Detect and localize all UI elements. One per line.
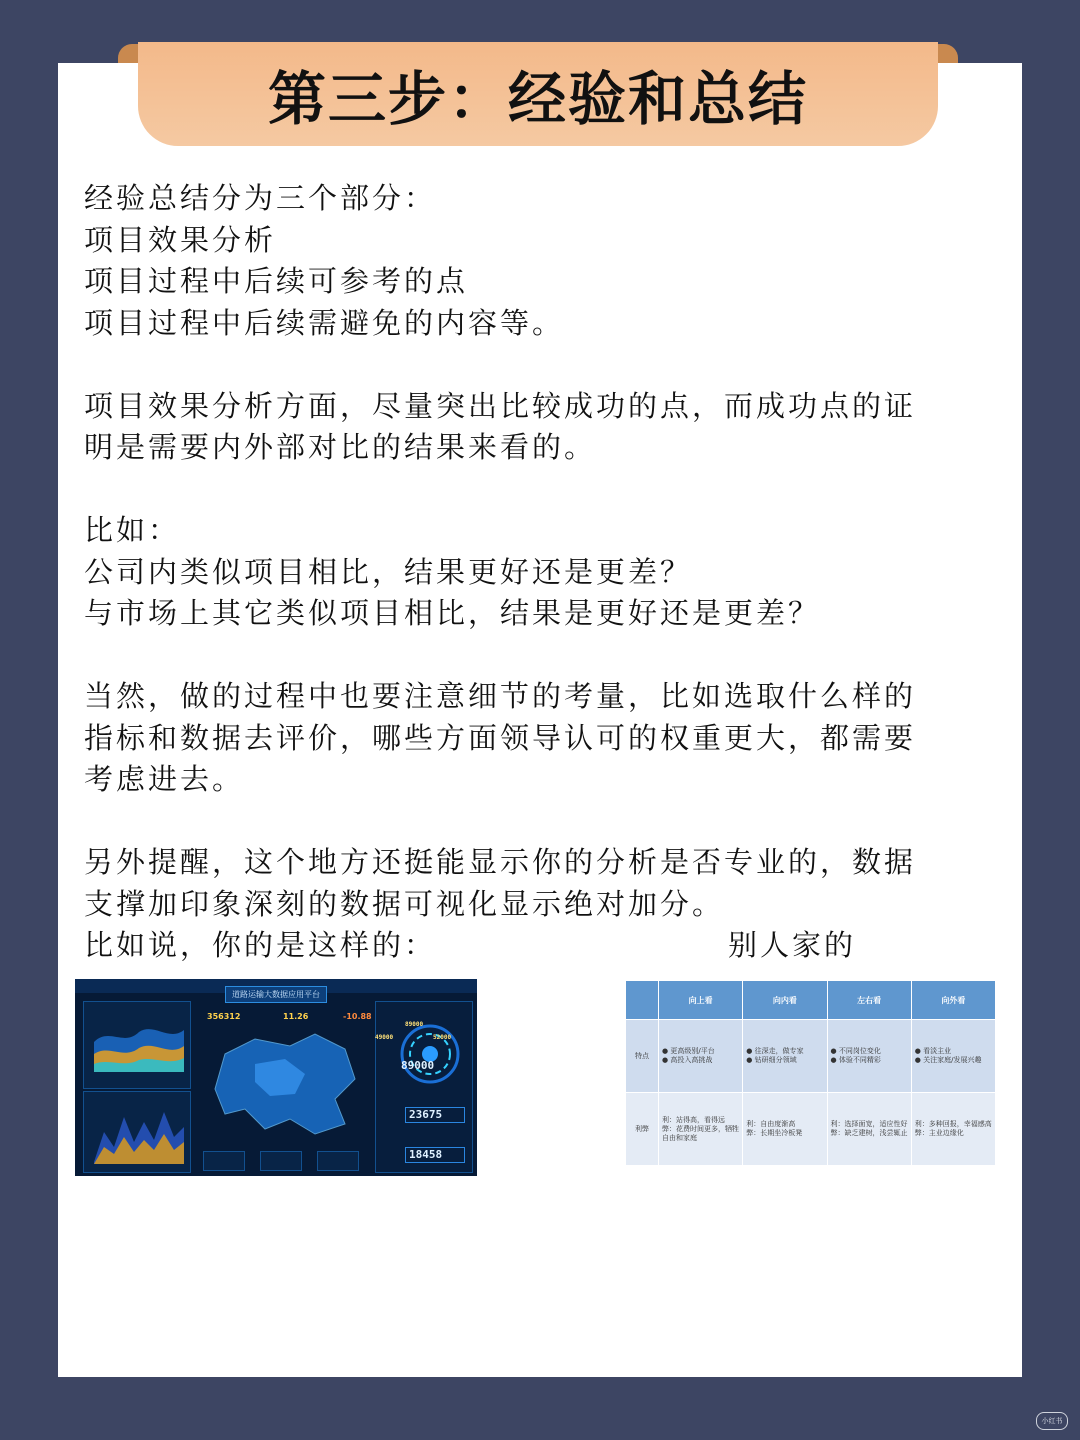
text-line: 当然，做的过程中也要注意细节的考量，比如选取什么样的 [84,679,917,713]
map-graphic [195,1024,375,1144]
table-cell: 利：站得高，看得远 弊：花费时间更多，牺牲自由和家庭 [659,1093,743,1166]
ring-left-value: 49000 [375,1034,394,1041]
stat-3: -10.88 [343,1012,372,1021]
title-banner [138,42,938,146]
counter-1: 23675 [409,1108,443,1121]
text-line: 考虑进去。 [84,762,245,796]
text-line: 公司内类似项目相比，结果更好还是更差？ [84,554,693,589]
text-line: 支撑加印象深刻的数据可视化显示绝对加分。 [84,886,725,921]
dashboard-title: 道路运输大数据应用平台 [225,986,327,1003]
table-header [626,981,659,1020]
text-line: 指标和数据去评价，哪些方面领导认可的权重更大，都需要 [84,720,917,755]
ring-top-value: 89000 [405,1021,424,1028]
table-cell: 利：多种回报，幸福感高 弊：主业边缘化 [911,1093,995,1166]
text-line: 项目过程中后续可参考的点 [84,264,469,298]
page-title: 第三步：经验和总结 [267,65,808,133]
row-label: 利弊 [626,1093,659,1166]
text-line: 项目效果分析方面，尽量突出比较成功的点，而成功点的证 [84,388,917,423]
table-header: 左右看 [827,981,911,1020]
caption-right: 别人家的 [728,928,857,962]
caption-row [84,925,994,967]
text-line: 比如： [84,513,181,547]
mini-stat-box [203,1151,245,1171]
dashboard-image [75,979,477,1176]
table-row [626,1093,996,1166]
text-line: 项目过程中后续需避免的内容等。 [84,305,565,340]
text-line: 与市场上其它类似项目相比，结果是更好还是更差？ [84,596,821,630]
left-panel-bottom [83,1091,191,1173]
text-line: 项目效果分析 [84,222,277,257]
table-header: 向上看 [659,981,743,1020]
text-line: 经验总结分为三个部分： [84,181,437,215]
mini-stat-box [317,1151,359,1171]
table-header: 向内看 [743,981,827,1020]
table-cell: ● 往深走，做专家 ● 钻研细分领域 [743,1020,827,1093]
stacked-area-chart [84,1002,190,1088]
table-row [626,1020,996,1093]
table-cell: ● 看淡主业 ● 关注家庭/发展兴趣 [911,1020,995,1093]
ring-center-value: 89000 [401,1059,435,1072]
table-cell: ● 更高级别/平台 ● 高投入高挑战 [659,1020,743,1093]
caption-left: 比如说，你的是这样的： [84,928,437,962]
left-panel-top [83,1001,191,1089]
ring-gauge [395,1019,465,1089]
stat-1: 356312 [207,1012,241,1021]
stat-2: 11.26 [283,1012,309,1021]
text-line: 明是需要内外部对比的结果来看的。 [84,430,597,464]
wave-chart [84,1092,190,1172]
body-text [84,178,994,967]
comparison-table [625,980,996,1166]
counter-2: 18458 [409,1148,443,1161]
table-cell: 利：选择面宽，适应性好 弊：缺乏建树，浅尝辄止 [827,1093,911,1166]
text-line: 另外提醒，这个地方还挺能显示你的分析是否专业的，数据 [84,845,917,879]
table-cell: ● 不同岗位变化 ● 体验不同精彩 [827,1020,911,1093]
ring-right-value: 52000 [433,1034,452,1041]
table-header-row [626,981,996,1020]
mini-stat-box [260,1151,302,1171]
table-header: 向外看 [911,981,995,1020]
watermark: 小红书 [1036,1412,1068,1430]
table-cell: 利：自由度渐高 弊：长期坐冷板凳 [743,1093,827,1166]
row-label: 特点 [626,1020,659,1093]
